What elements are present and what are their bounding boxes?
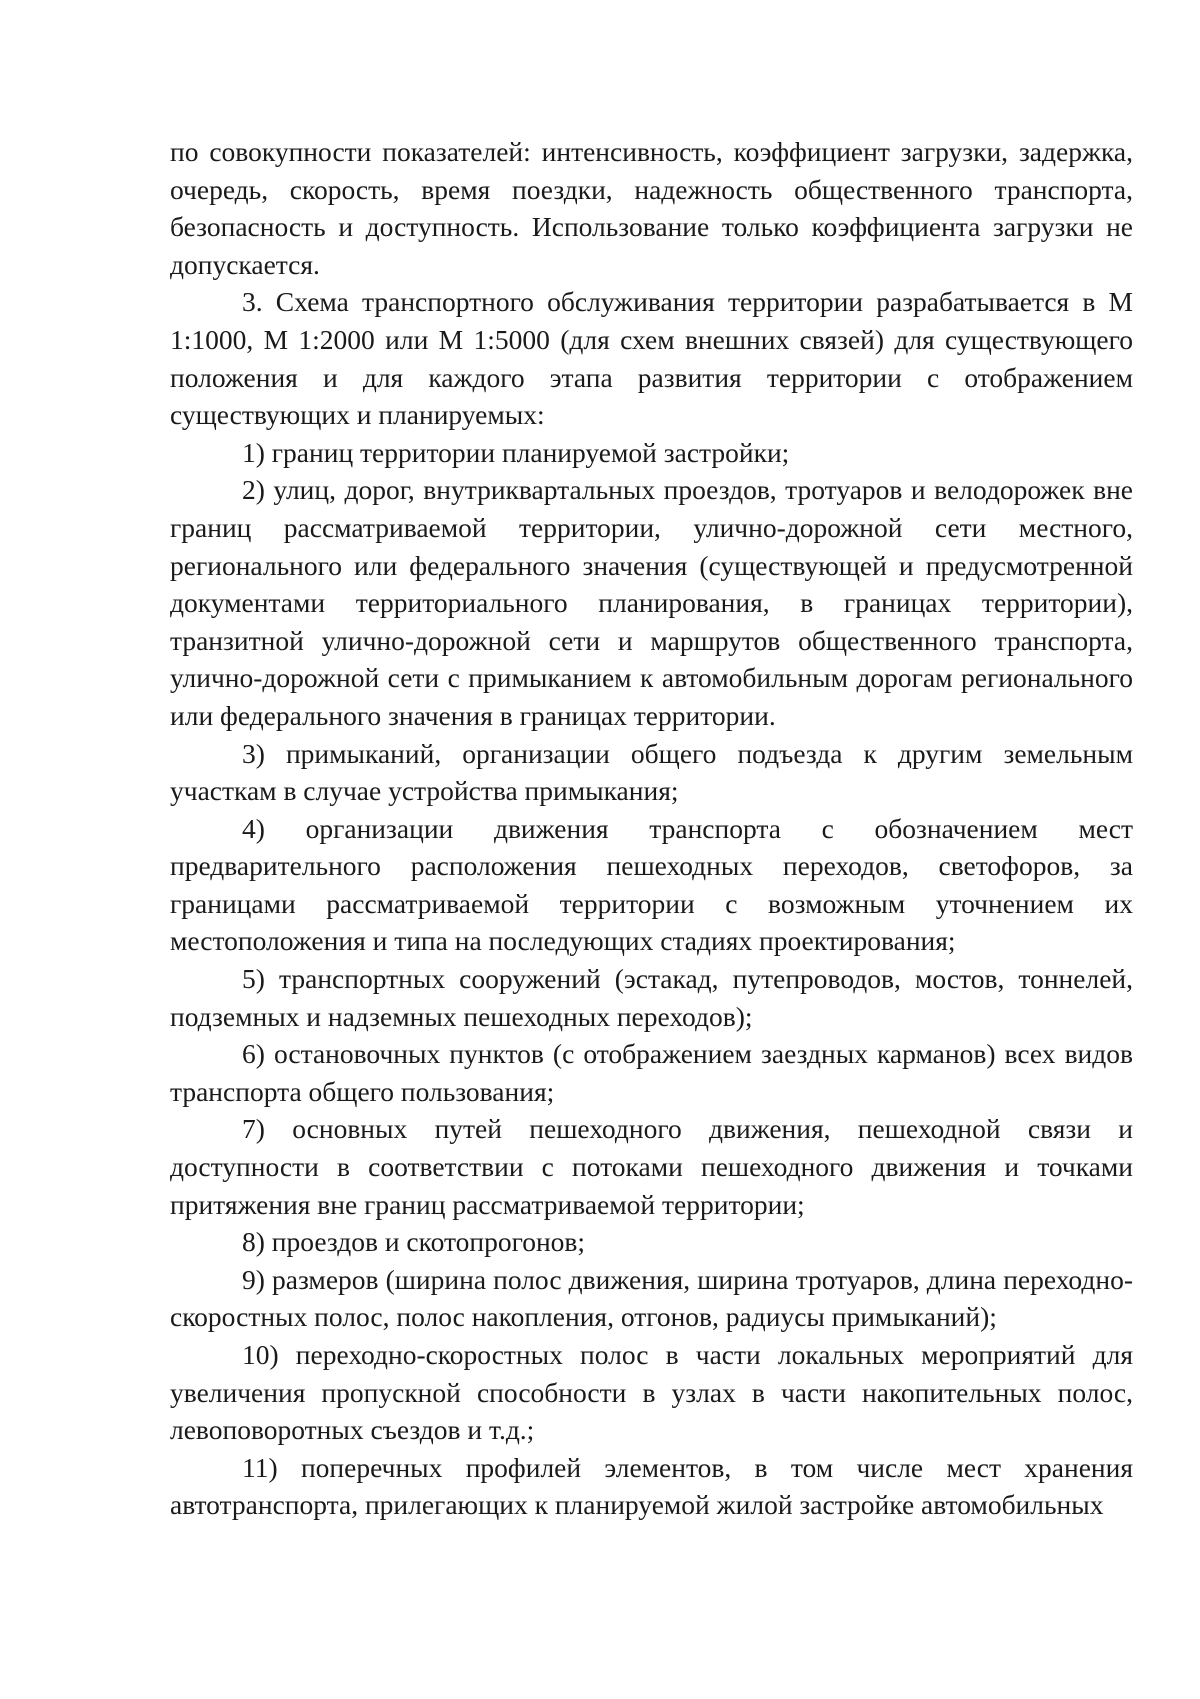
list-item-7: 7) основных путей пешеходного движения, пешеходной связи и доступности в соответствии с потоками пешеходного движения и точками притяжения вне границ рассматриваемой территории;: [170, 1113, 1133, 1220]
list-item-3: 3) примыканий, организации общего подъезда к другим земельным участкам в случае устройства примыкания;: [170, 737, 1133, 807]
list-item-1: 1) границ территории планируемой застройки;: [242, 436, 790, 468]
list-item-10: 10) переходно-скоростных полос в части локальных мероприятий для увеличения пропускной способности в узлах в части накопительных полос, левоповоротных съездов и т.д.;: [170, 1339, 1133, 1446]
list-item-2: 2) улиц, дорог, внутриквартальных проездов, тротуаров и велодорожек вне границ рассматриваемой территории, улично-дорожной сети местного, регионального или федерального значения (существующей и предусмотренной документами территориального планирования, в границах территории), транзитной улично-дорожной сети и маршрутов общественного транспорта, улично-дорожной сети с примыканием к автомобильным дорогам регионального или федерального значения в границах территории.: [170, 474, 1133, 731]
paragraph-continuation: по совокупности показателей: интенсивность, коэффициент загрузки, задержка, очередь, скорость, время поездки, надежность общественного транспорта, безопасность и доступность. Использование только коэффициента загрузки не допускается.: [170, 136, 1133, 280]
document-body: [170, 133, 1133, 1524]
list-item-4: 4) организации движения транспорта с обозначением мест предварительного расположения пешеходных переходов, светофоров, за границами рассматриваемой территории с возможным уточнением их местоположения и типа на последующих стадиях проектирования;: [170, 812, 1133, 957]
list-item-8: 8) проездов и скотопрогонов;: [242, 1226, 586, 1258]
list-item-9: 9) размеров (ширина полос движения, ширина тротуаров, длина переходно-скоростных полос, полос накопления, отгонов, радиусы примыканий);: [170, 1263, 1133, 1333]
list-item-5: 5) транспортных сооружений (эстакад, путепроводов, мостов, тоннелей, подземных и надземных пешеходных переходов);: [170, 963, 1133, 1032]
list-item-6: 6) остановочных пунктов (с отображением заездных карманов) всех видов транспорта общего пользования;: [170, 1038, 1133, 1107]
paragraph-item-3: 3. Схема транспортного обслуживания территории разрабатывается в М 1:1000, М 1:2000 или М 1:5000 (для схем внешних связей) для существующего положения и для каждого этапа развития территории с отображением существующих и планируемых:: [170, 286, 1133, 431]
list-item-11: 11) поперечных профилей элементов, в том числе мест хранения автотранспорта, прилегающих к планируемой жилой застройке автомобильных: [170, 1451, 1133, 1521]
